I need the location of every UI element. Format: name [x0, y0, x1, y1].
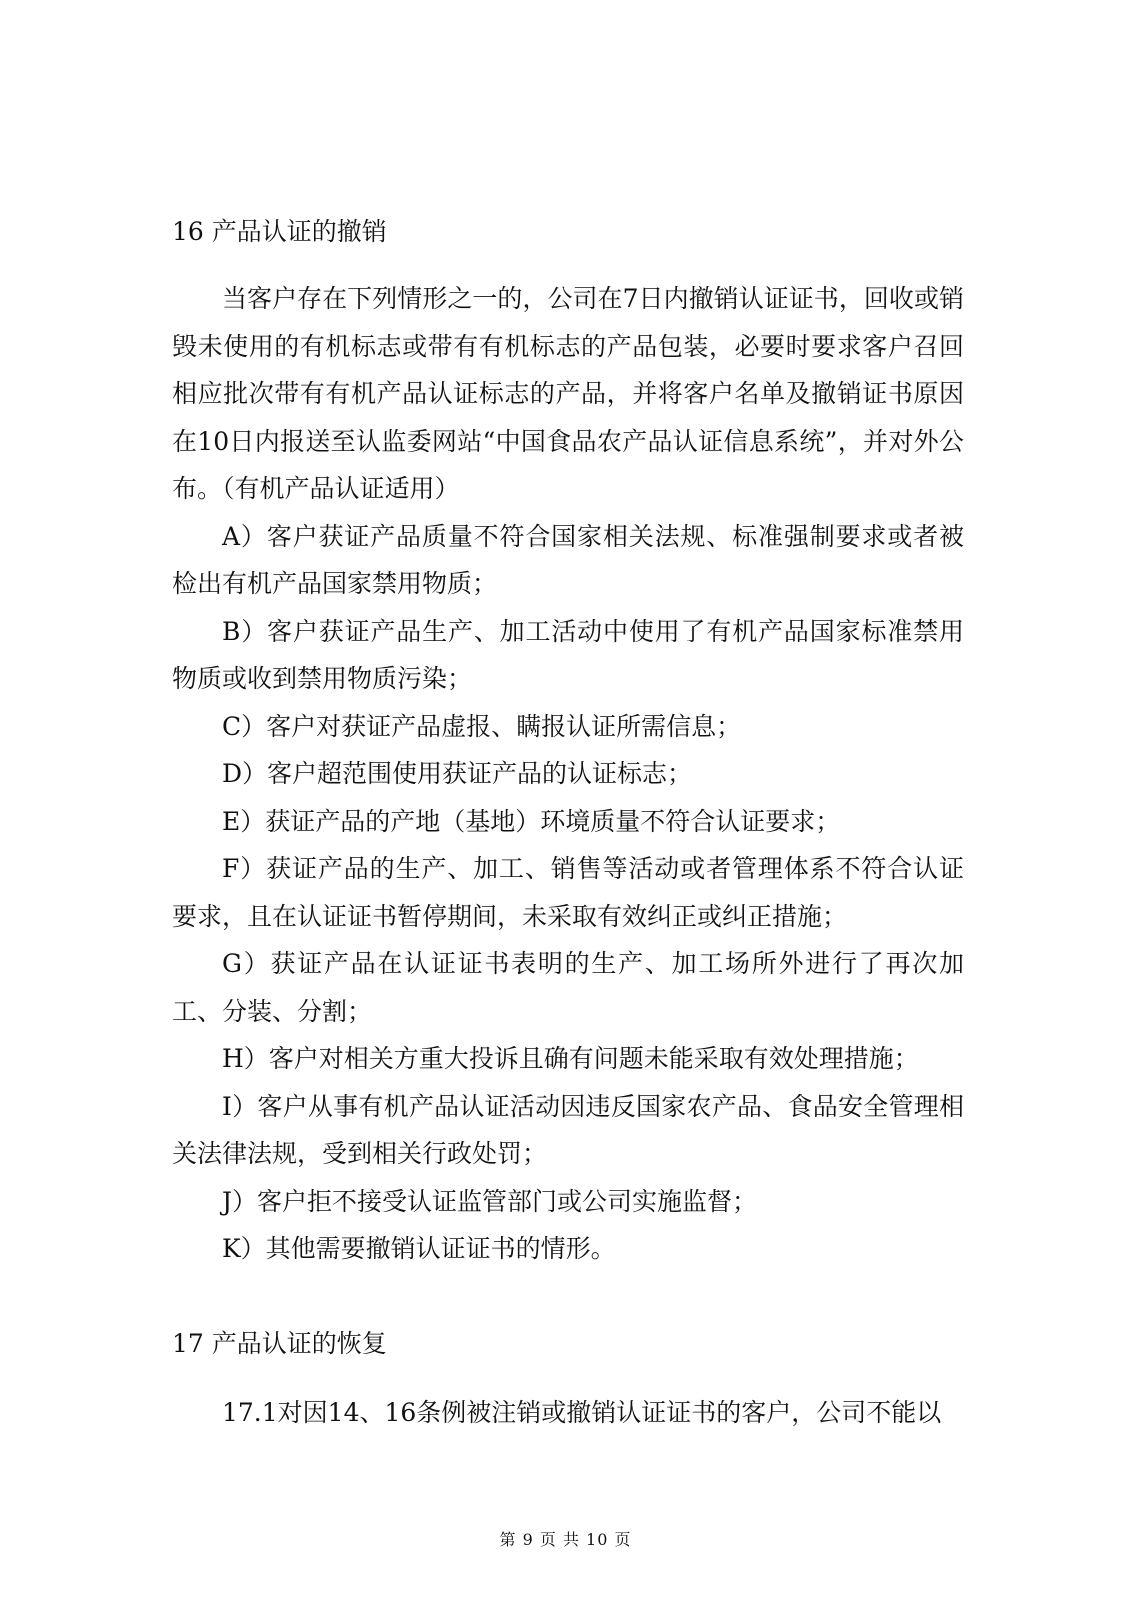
- paragraph-item-j: J）客户拒不接受认证监管部门或公司实施监督；: [222, 1186, 758, 1216]
- section-body-16: [172, 275, 964, 1273]
- section-heading-17: 17 产品认证的恢复: [172, 1329, 387, 1358]
- paragraph-item-i: I）客户从事有机产品认证活动因违反国家农产品、食品安全管理相关法律法规，受到相关行政处罚；: [172, 1091, 964, 1168]
- page-footer: 第 9 页 共 10 页: [499, 1530, 632, 1549]
- paragraph-item-k: K）其他需要撤销认证证书的情形。: [222, 1234, 616, 1263]
- paragraph-item-b: B）客户获证产品生产、加工活动中使用了有机产品国家标准禁用物质或收到禁用物质污染；: [172, 616, 964, 693]
- section-body-17: [172, 1389, 964, 1437]
- paragraph-intro: 当客户存在下列情形之一的，公司在7日内撤销认证证书，回收或销毁未使用的有机标志或带有有机标志的产品包装，必要时要求客户召回相应批次带有有机产品认证标志的产品，并将客户名单及撤销证书原因在10日内报送至认监委网站“中国食品农产品认证信息系统”，并对外公布。（有机产品认证适用）: [172, 284, 964, 503]
- section-heading-16: 16 产品认证的撤销: [172, 217, 387, 246]
- paragraph-item-e: E）获证产品的产地（基地）环境质量不符合认证要求；: [222, 806, 841, 836]
- paragraph-item-a: A）客户获证产品质量不符合国家相关法规、标准强制要求或者被检出有机产品国家禁用物质；: [172, 521, 964, 598]
- paragraph-item-d: D）客户超范围使用获证产品的认证标志；: [222, 759, 693, 788]
- paragraph-item-h: H）客户对相关方重大投诉且确有问题未能采取有效处理措施；: [222, 1044, 919, 1073]
- paragraph-item-g: G）获证产品在认证证书表明的生产、加工场所外进行了再次加工、分装、分割；: [172, 949, 964, 1026]
- paragraph-item-c: C）客户对获证产品虚报、瞒报认证所需信息；: [222, 711, 742, 741]
- paragraph-item-f: F）获证产品的生产、加工、销售等活动或者管理体系不符合认证要求，且在认证证书暂停期间，未采取有效纠正或纠正措施；: [172, 854, 964, 931]
- paragraph-17-1: 17.1对因14、16条例被注销或撤销认证证书的客户，公司不能以: [222, 1398, 942, 1427]
